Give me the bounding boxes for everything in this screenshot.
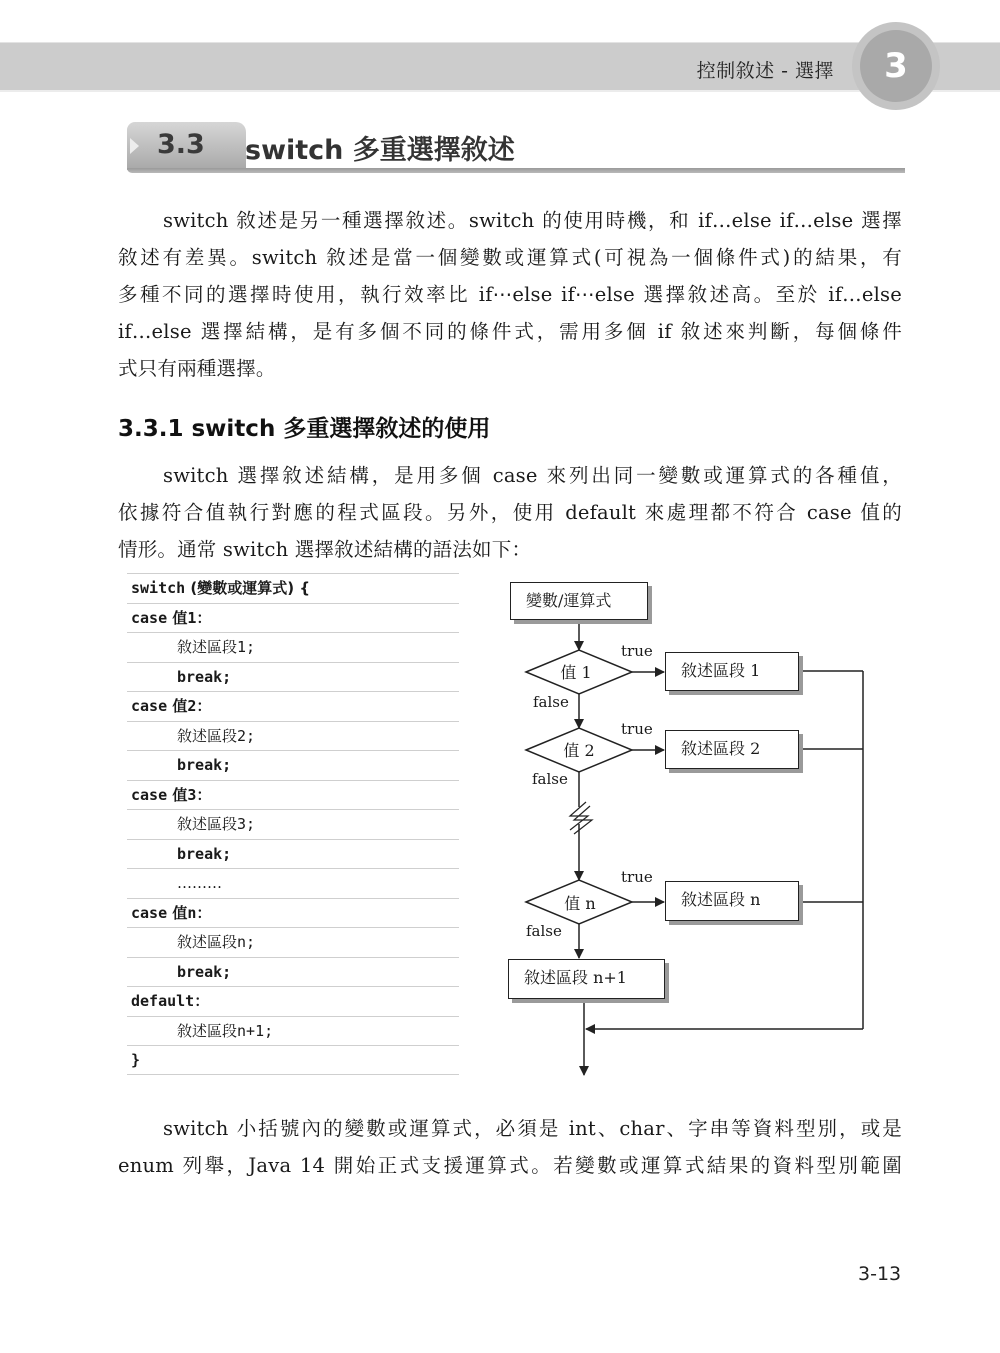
syntax-keyword: switch [131,579,186,597]
true-label-n: true [621,868,653,886]
paragraph-line: switch 選擇敘述結構，是用多個 case 來列出同一變數或運算式的各種值， [163,464,902,487]
syntax-keyword: case [131,785,168,804]
syntax-text: 敘述區段 [177,815,238,833]
paragraph-line: 敘述有差異。switch 敘述是當一個變數或運算式(可視為一個條件式)的結果，有 [118,246,902,269]
syntax-text: 值 [167,697,188,715]
paragraph-line: 情形。通常 switch 選擇敘述結構的語法如下： [118,538,532,561]
section-title: switch 多重選擇敘述 [245,135,515,166]
syntax-row [127,986,459,1016]
true-label-2: true [621,720,653,738]
decision-label-n: 值 n [564,894,596,913]
syntax-row [127,898,459,928]
page-number: 3-13 [858,1263,902,1285]
section-number: 3.3 [157,129,205,160]
section-underline [127,168,905,173]
syntax-text: ……… [177,874,222,892]
syntax-keyword: } [131,1051,141,1069]
usage-paragraph [118,457,902,568]
true-label-1: true [621,642,653,660]
paragraph-line: switch 敘述是另一種選擇敘述。switch 的使用時機，和 if…else if…else 選擇 [163,209,902,232]
syntax-text: 值 [167,903,188,922]
switch-syntax-table [127,573,459,1075]
paragraph-line: 多種不同的選擇時使用，執行效率比 if⋯else if⋯else 選擇敘述高。至於 if…else [118,283,902,306]
syntax-row [127,662,459,692]
paragraph-line: switch 小括號內的變數或運算式，必須是 int、char、字串等資料型別，或是 [163,1117,902,1140]
syntax-suffix: ： [194,992,210,1010]
flow-default-block: 敘述區段 n+1 [508,959,665,999]
syntax-suffix: 2; [237,726,256,745]
syntax-suffix: 3： [187,785,212,804]
chapter-number-badge: 3 [860,30,932,102]
syntax-row [127,927,459,957]
closing-paragraph [118,1110,902,1184]
syntax-row [127,868,459,898]
syntax-suffix: n; [237,933,256,951]
decision-label-2: 值 2 [563,741,595,760]
syntax-row [127,632,459,662]
section-tab-notch [232,122,246,170]
false-label-n: false [526,922,562,940]
syntax-keyword: case [131,608,168,627]
syntax-row [127,839,459,869]
paragraph-line: 依據符合值執行對應的程式區段。另外，使用 default 來處理都不符合 case 值的 [118,501,902,524]
syntax-keyword: break; [177,667,232,686]
subsection-title: 3.3.1 switch 多重選擇敘述的使用 [118,416,491,442]
flow-block-n: 敘述區段 n [665,881,799,921]
syntax-keyword: default [131,992,195,1010]
syntax-keyword: break; [177,844,232,863]
intro-paragraph [118,202,902,387]
syntax-suffix: 1; [237,638,256,656]
syntax-keyword: break; [177,756,232,774]
syntax-row [127,780,459,810]
syntax-row [127,1016,459,1046]
syntax-suffix: 2： [187,697,212,715]
syntax-text: 敘述區段 [177,638,238,656]
syntax-row [127,750,459,780]
paragraph-line: 式只有兩種選擇。 [118,357,276,380]
flowchart-connectors [500,570,880,1080]
syntax-text: 敘述區段 [177,726,238,745]
header-band [0,42,1000,92]
decision-label-1: 值 1 [560,663,592,682]
flow-start-box: 變數/運算式 [510,582,648,620]
false-label-2: false [532,770,568,788]
syntax-row [127,721,459,751]
syntax-suffix: n： [187,903,212,922]
syntax-suffix: 3; [237,815,256,833]
paragraph-line: enum 列舉，Java 14 開始正式支援運算式。若變數或運算式結果的資料型別範圍 [118,1154,902,1177]
syntax-row [127,957,459,987]
paragraph-line: if…else 選擇結構，是有多個不同的條件式，需用多個 if 敘述來判斷，每個條件 [118,320,902,343]
syntax-row [127,603,459,633]
chapter-title: 控制敘述 - 選擇 [696,60,834,82]
section-arrow-icon [130,138,139,154]
false-label-1: false [533,693,569,711]
syntax-keyword: case [131,903,168,922]
syntax-text: 敘述區段 [177,1021,238,1040]
syntax-row [127,1045,459,1075]
syntax-row [127,691,459,721]
syntax-text: 敘述區段 [177,933,238,951]
flow-block-2: 敘述區段 2 [665,730,799,769]
syntax-keyword: break; [177,962,232,981]
syntax-suffix: n+1; [237,1021,274,1040]
syntax-suffix: 1： [187,608,212,627]
flow-block-1: 敘述區段 1 [665,652,799,691]
syntax-keyword: case [131,697,168,715]
syntax-text: 值 [167,608,188,627]
syntax-text: 值 [167,785,188,804]
syntax-row [127,573,459,603]
syntax-row [127,809,459,839]
switch-flowchart [500,570,880,1080]
syntax-text: (變數或運算式) { [185,579,311,597]
